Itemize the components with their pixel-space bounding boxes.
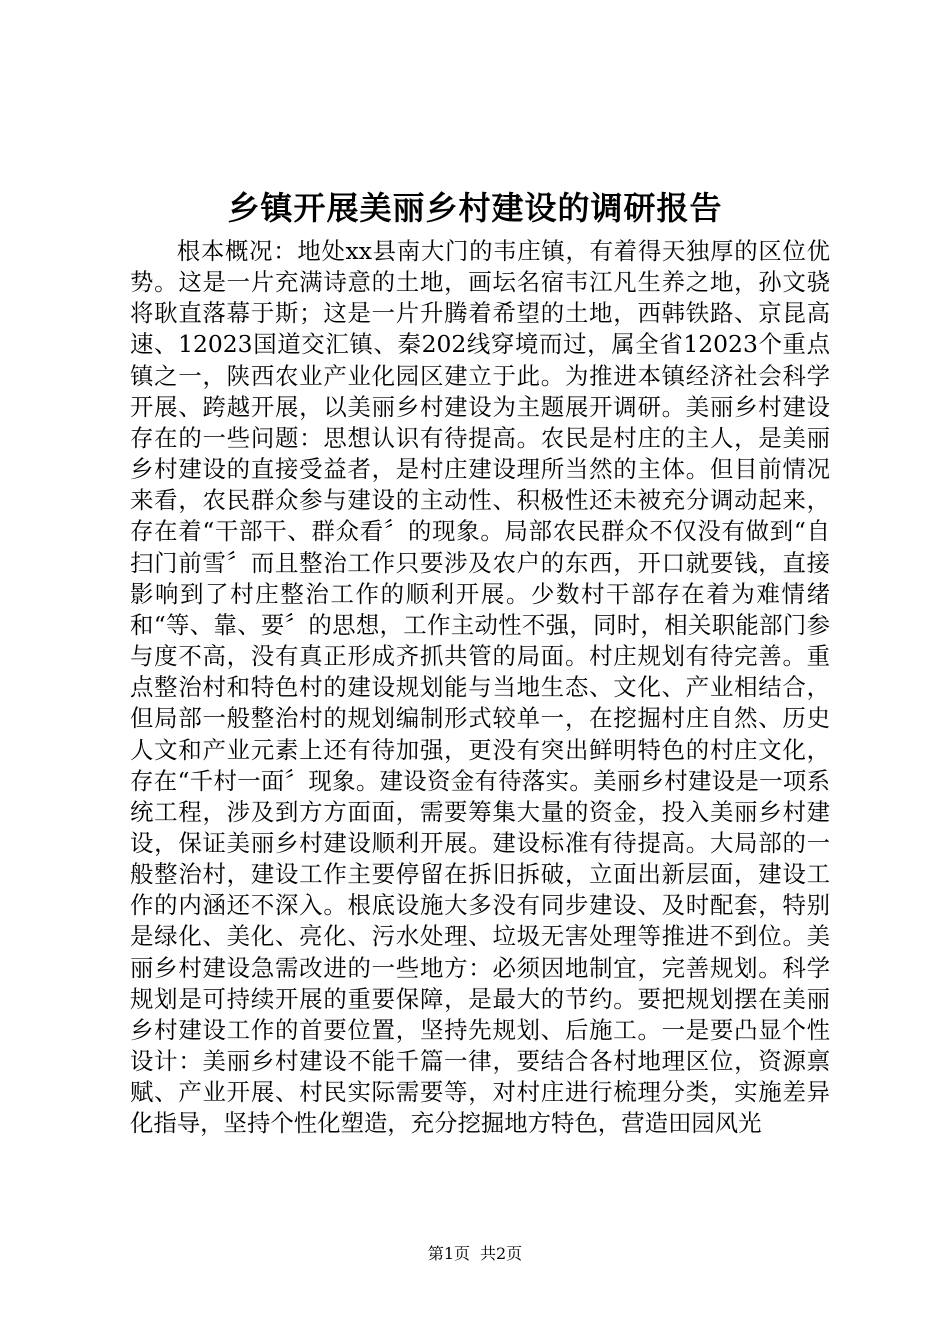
document-title: 乡镇开展美丽乡村建设的调研报告 [227, 189, 723, 227]
page-number: 第1页 [427, 1244, 470, 1263]
document-body-paragraph: 根本概况：地处xx县南大门的韦庄镇，有着得天独厚的区位优势。这是一片充满诗意的土地，画坛名宿韦江凡生养之地，孙文骁将耿直落幕于斯；这是一片升腾着希望的土地，西韩铁路、京昆高速、12023国道交汇镇、秦202线穿境而过，属全省12023个重点镇之一，陕西农业产业化园区建立于此。为推进本镇经济社会科学开展、跨越开展，以美丽乡村建设为主题展开调研。美丽乡村建设存在的一些问题：思想认识有待提高。农民是村庄的主人，是美丽乡村建设的直接受益者，是村庄建设理所当然的主体。但目前情况来看，农民群众参与建设的主动性、积极性还未被充分调动起来，存在着“干部干、群众看〞的现象。局部农民群众不仅没有做到“自扫门前雪〞而且整治工作只要涉及农户的东西，开口就要钱，直接影响到了村庄整治工作的顺利开展。少数村干部存在着为难情绪和“等、靠、要〞的思想，工作主动性不强，同时，相关职能部门参与度不高，没有真正形成齐抓共管的局面。村庄规划有待完善。重点整治村和特色村的建设规划能与当地生态、文化、产业相结合，但局部一般整治村的规划编制形式较单一，在挖掘村庄自然、历史人文和产业元素上还有待加强，更没有突出鲜明特色的村庄文化，存在“千村一面〞现象。建设资金有待落实。美丽乡村建设是一项系统工程，涉及到方方面面，需要筹集大量的资金，投入美丽乡村建设，保证美丽乡村建设顺利开展。建设标准有待提高。大局部的一般整治村，建设工作主要停留在拆旧拆破，立面出新层面，建设工作的内涵还不深入。根底设施大多没有同步建设、及时配套，特别是绿化、美化、亮化、污水处理、垃圾无害处理等推进不到位。美丽乡村建设急需改进的一些地方：必须因地制宜，完善规划。科学规划是可持续开展的重要保障，是最大的节约。要把规划摆在美丽乡村建设工作的首要位置，坚持先规划、后施工。一是要凸显个性设计：美丽乡村建设不能千篇一律，要结合各村地理区位，资源禀赋、产业开展、村民实际需要等，对村庄进行梳理分类，实施差异化指导，坚持个性化塑造，充分挖掘地方特色，营造田园风光 [130, 237, 830, 1138]
page-total: 共2页 [480, 1244, 523, 1263]
page-footer [0, 1242, 950, 1266]
